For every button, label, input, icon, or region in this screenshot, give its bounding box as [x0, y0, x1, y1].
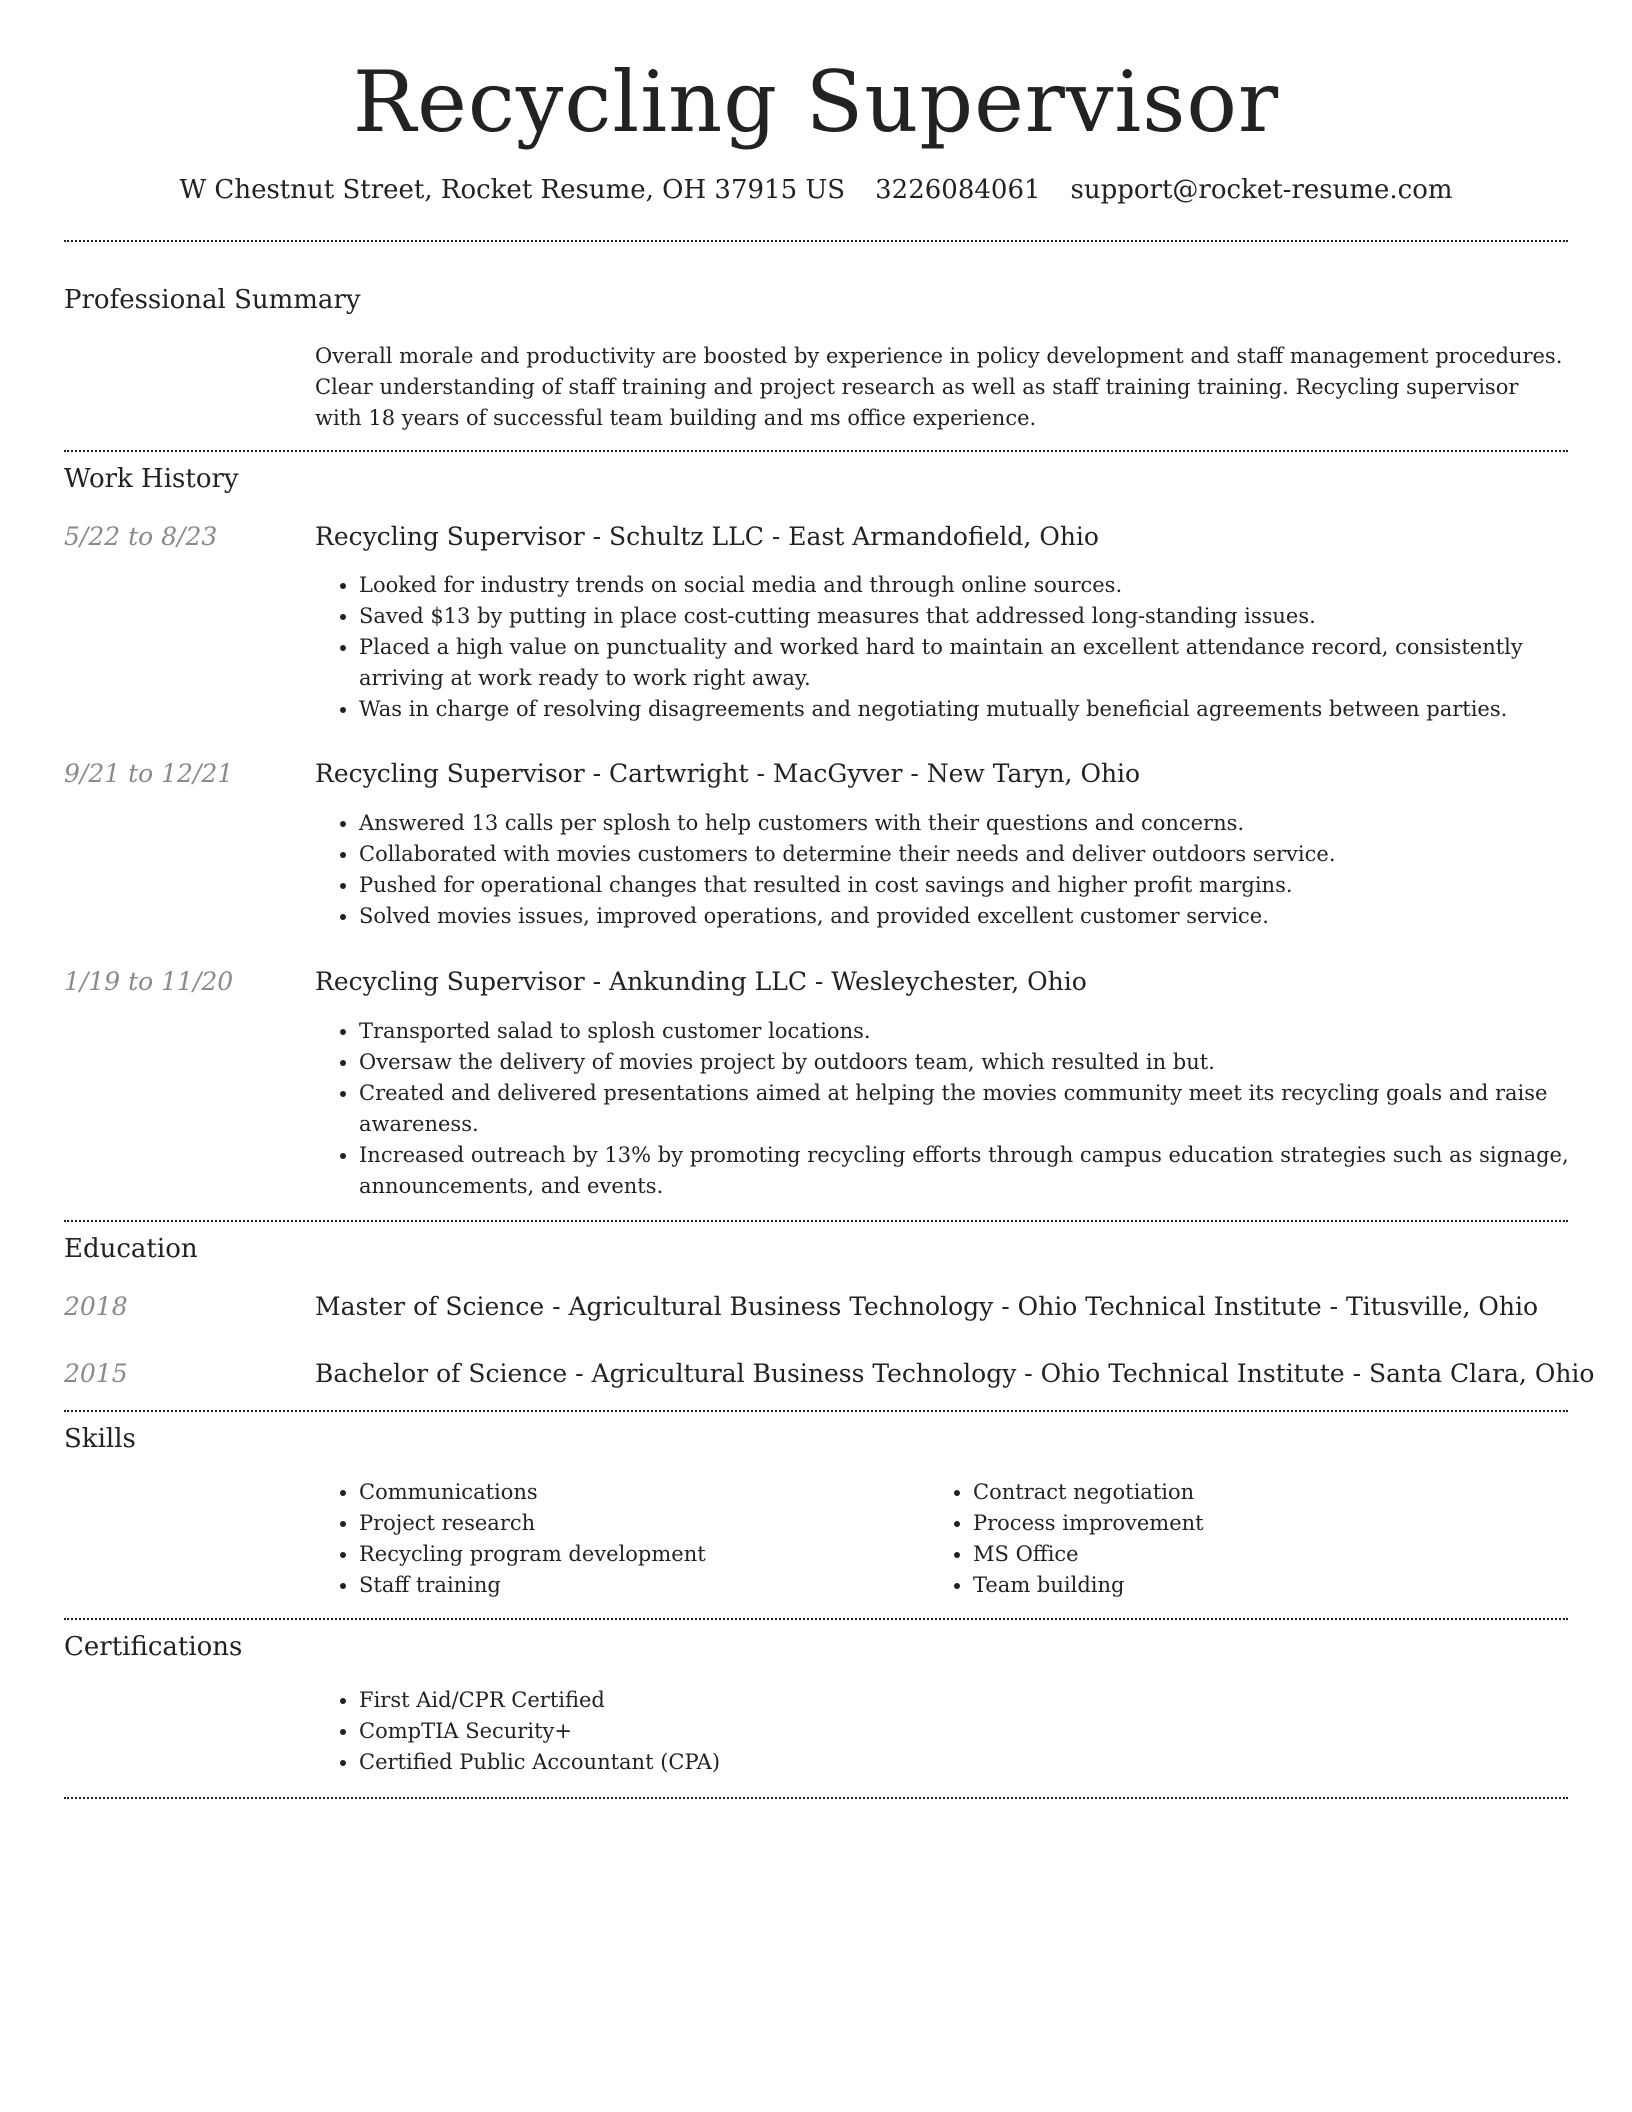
section-title-skills: Skills [64, 1424, 136, 1454]
address: W Chestnut Street, Rocket Resume, OH 37915 US [179, 175, 846, 205]
list-item: • Created and delivered presentations aimed at helping the movies community meet its recycling goals and raise awareness. [359, 1078, 1599, 1140]
education-entry: Bachelor of Science - Agricultural Business Technology - Ohio Technical Institute - Santa Clara, Ohio [315, 1359, 1595, 1388]
divider [64, 1220, 1568, 1222]
job-bullets [315, 570, 1599, 725]
list-item: • Team building [973, 1570, 1632, 1601]
list-item: • MS Office [973, 1539, 1632, 1570]
section-title-work-history: Work History [64, 464, 239, 494]
job-dates: 5/22 to 8/23 [64, 522, 218, 551]
list-item: • Answered 13 calls per splosh to help customers with their questions and concerns. [359, 808, 1599, 839]
contact-line [0, 170, 1632, 210]
list-item: • Placed a high value on punctuality and worked hard to maintain an excellent attendance record, consistently arriving at work ready to work right away. [359, 632, 1599, 694]
education-year: 2018 [64, 1292, 128, 1321]
phone: 3226084061 [875, 175, 1041, 205]
list-item: • Communications [359, 1477, 1599, 1508]
email: support@rocket-resume.com [1070, 175, 1453, 205]
list-item: • Was in charge of resolving disagreements and negotiating mutually beneficial agreements between parties. [359, 694, 1599, 725]
job-bullets [315, 808, 1599, 932]
job-dates: 1/19 to 11/20 [64, 967, 234, 996]
divider [64, 1618, 1568, 1620]
certifications-list [315, 1685, 1599, 1778]
list-item: • Contract negotiation [973, 1477, 1632, 1508]
education-entry: Master of Science - Agricultural Business Technology - Ohio Technical Institute - Titusville, Ohio [315, 1292, 1539, 1321]
job-dates: 9/21 to 12/21 [64, 759, 234, 788]
list-item: • Process improvement [973, 1508, 1632, 1539]
list-item: • Collaborated with movies customers to determine their needs and deliver outdoors service. [359, 839, 1599, 870]
list-item: • Pushed for operational changes that resulted in cost savings and higher profit margins. [359, 870, 1599, 901]
list-item: • Project research [359, 1508, 1599, 1539]
list-item: • Certified Public Accountant (CPA) [359, 1747, 1599, 1778]
list-item: • Solved movies issues, improved operations, and provided excellent customer service. [359, 901, 1599, 932]
list-item: • Recycling program development [359, 1539, 1599, 1570]
list-item: • Transported salad to splosh customer locations. [359, 1016, 1599, 1047]
divider [64, 1410, 1568, 1412]
section-title-summary: Professional Summary [64, 285, 361, 315]
list-item: • Oversaw the delivery of movies project by outdoors team, which resulted in but. [359, 1047, 1599, 1078]
divider [64, 240, 1568, 242]
skills-list-right [929, 1477, 1632, 1601]
summary-text: Overall morale and productivity are boosted by experience in policy development and staff management procedures. Clear understanding of staff training and project research as well as staff training training. Recycling supervisor with 18 years of successful team building and ms office experience. [315, 344, 1563, 430]
list-item: • Staff training [359, 1570, 1599, 1601]
divider [64, 1797, 1568, 1799]
job-title: Recycling Supervisor - Cartwright - MacGyver - New Taryn, Ohio [315, 759, 1141, 788]
education-year: 2015 [64, 1359, 128, 1388]
list-item: • Increased outreach by 13% by promoting recycling efforts through campus education strategies such as signage, announcements, and events. [359, 1140, 1599, 1202]
job-title: Recycling Supervisor - Ankunding LLC - Wesleychester, Ohio [315, 967, 1087, 996]
list-item: • Saved $13 by putting in place cost-cutting measures that addressed long-standing issues. [359, 601, 1599, 632]
section-title-certifications: Certifications [64, 1632, 243, 1662]
list-item: • First Aid/CPR Certified [359, 1685, 1599, 1716]
job-bullets [315, 1016, 1599, 1202]
job-title: Recycling Supervisor - Schultz LLC - East Armandofield, Ohio [315, 522, 1099, 551]
candidate-name: Recycling Supervisor [352, 53, 1280, 151]
divider [64, 450, 1568, 452]
list-item: • Looked for industry trends on social media and through online sources. [359, 570, 1599, 601]
list-item: • CompTIA Security+ [359, 1716, 1599, 1747]
section-title-education: Education [64, 1234, 198, 1264]
